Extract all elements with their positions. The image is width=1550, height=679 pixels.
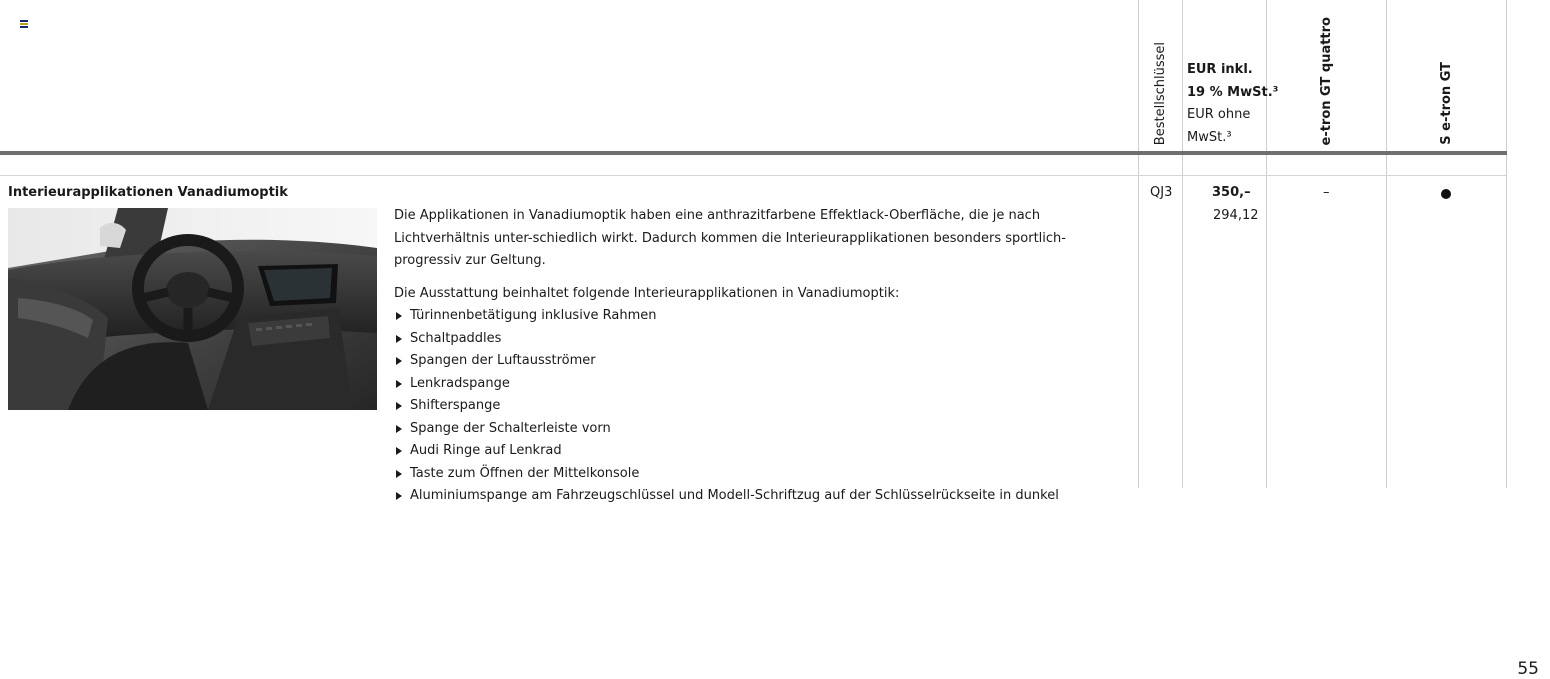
bullet-triangle-icon: [396, 402, 402, 410]
list-item: Taste zum Öffnen der Mittelkonsole: [394, 463, 1124, 486]
item-description: Die Applikationen in Vanadiumoptik haben eine anthrazitfarbene Effektlack-Oberfläche, die je nach Lichtverhältnis unter-schiedlich wirkt. Dadurch kommen die Interieurapplikationen besonders sportlich-progressiv zur Geltung.: [394, 208, 1066, 268]
price-incl-header-line2: 19 % MwSt.³: [1187, 84, 1279, 100]
price-incl-vat: 350,–: [1212, 185, 1251, 200]
bullet-triangle-icon: [396, 470, 402, 478]
model-header-etron-gt-quattro: e-tron GT quattro: [1319, 16, 1334, 145]
price-incl-header-line1: EUR inkl.: [1187, 62, 1253, 77]
list-item: Schaltpaddles: [394, 328, 1124, 351]
price-excl-header-line1: EUR ohne: [1187, 107, 1251, 122]
bullet-triangle-icon: [396, 380, 402, 388]
list-item: Türinnenbetätigung inklusive Rahmen: [394, 305, 1124, 328]
bullet-triangle-icon: [396, 357, 402, 365]
model-header-s-etron-gt: S e-tron GT: [1439, 62, 1454, 145]
page-number: 55: [1517, 659, 1539, 679]
bullet-triangle-icon: [396, 492, 402, 500]
list-item: Audi Ringe auf Lenkrad: [394, 440, 1124, 463]
price-excl-header-line2: MwSt.³: [1187, 129, 1232, 145]
flag-stripes-icon[interactable]: [20, 20, 28, 28]
feature-list: [394, 305, 1124, 508]
price-excl-vat: 294,12: [1213, 208, 1259, 223]
list-item: Shifterspange: [394, 395, 1124, 418]
bullet-triangle-icon: [396, 447, 402, 455]
availability-etron-gt-quattro: –: [1323, 185, 1330, 200]
interior-photo: [8, 208, 377, 410]
list-item: Aluminiumspange am Fahrzeugschlüssel und Modell-Schriftzug auf der Schlüsselrückseite in dunkel: [394, 485, 1124, 508]
list-item: Spangen der Luftausströmer: [394, 350, 1124, 373]
column-rule: [1138, 0, 1139, 488]
bullet-triangle-icon: [396, 425, 402, 433]
row-divider: [0, 175, 1507, 176]
item-title: Interieurapplikationen Vanadiumoptik: [8, 185, 288, 200]
price-header: [1187, 59, 1278, 149]
filled-circle-icon: [1441, 189, 1451, 199]
list-intro: Die Ausstattung beinhaltet folgende Interieurapplikationen in Vanadiumoptik:: [394, 285, 900, 301]
bullet-triangle-icon: [396, 335, 402, 343]
column-rule: [1506, 0, 1507, 488]
order-key: QJ3: [1150, 185, 1173, 200]
column-rule: [1182, 0, 1183, 488]
item-description-block: [394, 205, 1124, 508]
bullet-triangle-icon: [396, 312, 402, 320]
list-item: Spange der Schalterleiste vorn: [394, 418, 1124, 441]
column-rule: [1386, 0, 1387, 488]
order-key-header: Bestellschlüssel: [1153, 41, 1168, 145]
header-divider: [0, 151, 1507, 155]
list-item: Lenkradspange: [394, 373, 1124, 396]
